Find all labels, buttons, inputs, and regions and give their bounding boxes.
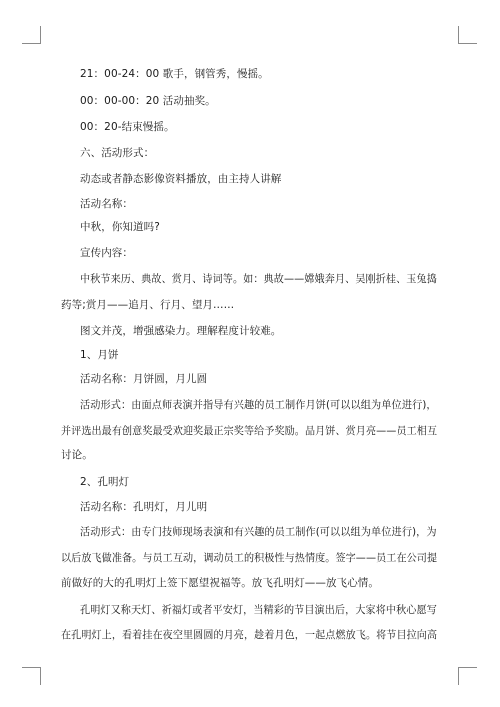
section-heading-activity-form: 六、活动形式： <box>80 147 155 159</box>
paragraph-line: 药等;赏月——追月、行月、望月…… <box>61 299 235 311</box>
paragraph-line: 宣传内容： <box>80 247 133 259</box>
paragraph-line: 活动形式：由专门技师现场表演和有兴趣的员工制作(可以以组为单位进行)，为 <box>80 526 437 538</box>
paragraph-line: 动态或者静态影像资料播放，由主持人讲解 <box>80 173 282 185</box>
paragraph-line: 在孔明灯上，看着挂在夜空里圆圆的月亮，趁着月色，一起点燃放飞。将节目拉向高 <box>61 629 438 641</box>
section-heading-mooncake: 1、月饼 <box>80 349 119 361</box>
paragraph-line: 讨论。 <box>61 449 93 461</box>
paragraph-line: 前做好的大的孔明灯上签下愿望祝福等。放飞孔明灯——放飞心情。 <box>61 577 379 589</box>
paragraph-line: 活动形式：由面点师表演并指导有兴趣的员工制作月饼(可以以组为单位进行)， <box>80 399 437 411</box>
paragraph-line: 活动名称： <box>80 198 133 210</box>
schedule-line-singer: 21：00-24：00 歌手，钢管秀，慢摇。 <box>80 68 269 80</box>
paragraph-line: 中秋，你知道吗? <box>80 221 160 233</box>
paragraph-line: 中秋节来历、典故、赏月、诗词等。如：典故——嫦娥奔月、吴刚折桂、玉兔捣 <box>80 273 437 285</box>
paragraph-line: 并评选出最有创意奖最受欢迎奖最正宗奖等给予奖励。品月饼、赏月亮——员工相互 <box>61 425 438 437</box>
schedule-line-end: 00：20-结束慢摇。 <box>80 121 175 133</box>
paragraph-line: 孔明灯又称天灯、祈福灯或者平安灯，当精彩的节目演出后，大家将中秋心愿写 <box>80 604 437 616</box>
paragraph-line: 活动名称：孔明灯，月儿明 <box>80 501 208 513</box>
schedule-line-lottery: 00：00-00：20 活动抽奖。 <box>80 95 216 107</box>
section-heading-kongming-lantern: 2、孔明灯 <box>80 476 130 488</box>
paragraph-line: 图文并茂，增强感染力。理解程度计较难。 <box>80 325 282 337</box>
paragraph-line: 以后放飞做准备。与员工互动，调动员工的积极性与热情度。签字——员工在公司提 <box>61 552 438 564</box>
paragraph-line: 活动名称：月饼圆，月儿圆 <box>80 373 208 385</box>
